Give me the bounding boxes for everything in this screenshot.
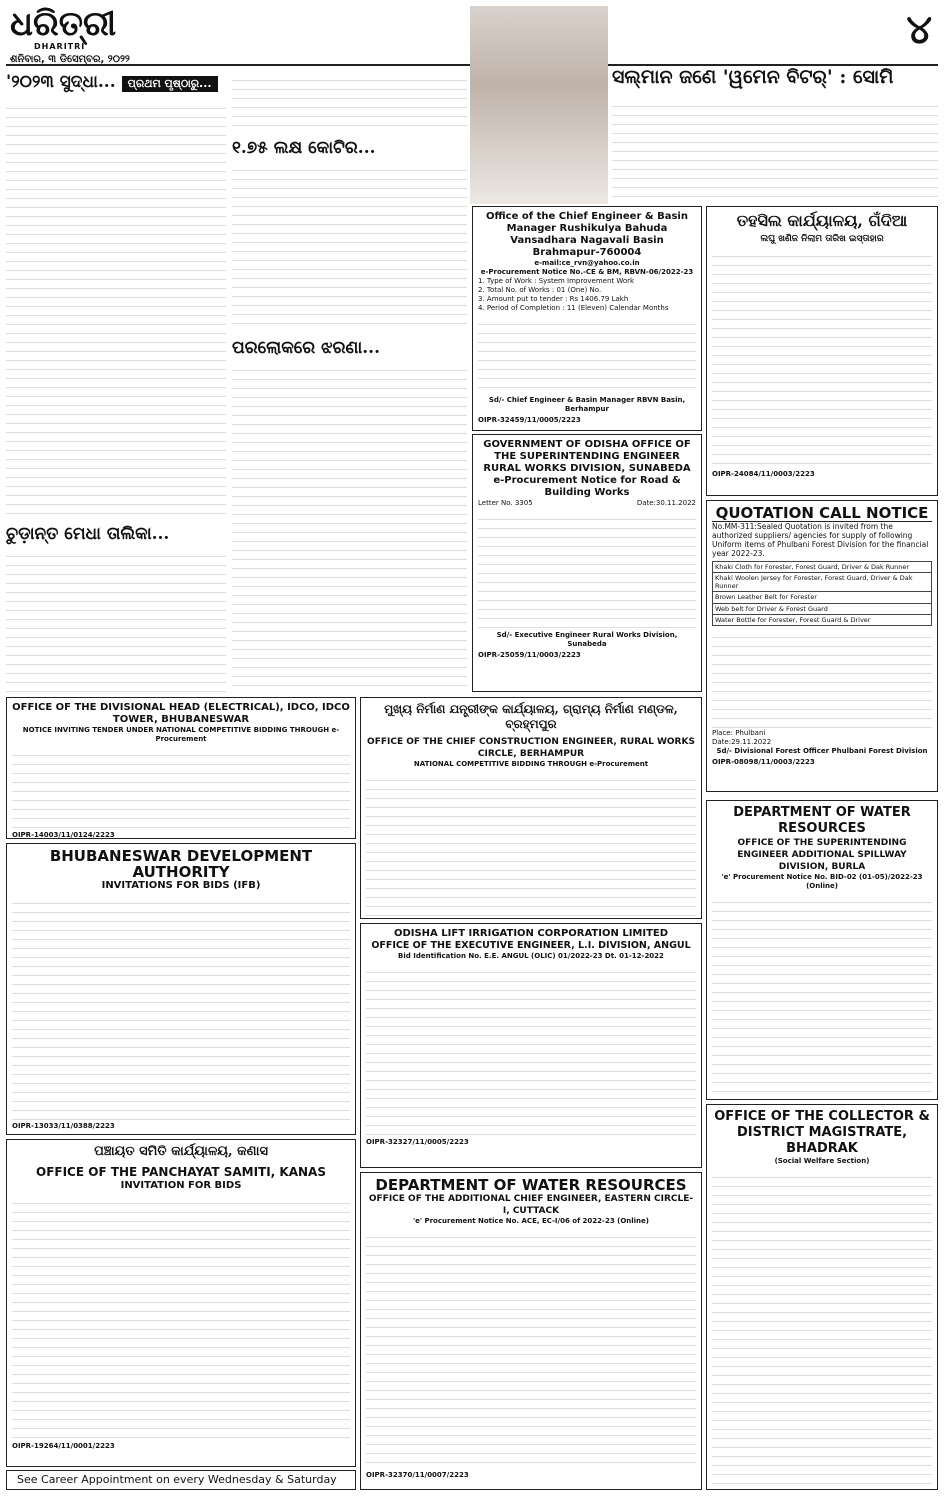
career-footer: See Career Appointment on every Wednesday & Saturday	[6, 1470, 356, 1490]
article-text	[232, 162, 467, 332]
ad-collector	[706, 1104, 938, 1490]
ad-title: OFFICE OF THE COLLECTOR & DISTRICT MAGISTRATE, BHADRAK	[714, 1109, 930, 1156]
ad-title: GOVERNMENT OF ODISHA OFFICE OF THE SUPERINTENDING ENGINEER RURAL WORKS DIVISION, SUNABEDA	[483, 439, 691, 474]
ad-quotation	[706, 500, 938, 792]
ad-notice: Bid Identification No. E.E. ANGUL (OLIC) 01/2022-23 Dt. 01-12-2022	[398, 952, 664, 960]
ad-ref: OIPR-32370/11/0007/2223	[366, 1471, 469, 1479]
item-row: Khaki Woolen Jersey for Forester, Forest Guard, Driver & Dak Runner	[713, 573, 932, 592]
page-number: ୪	[906, 6, 932, 53]
ad-title: ମୁଖ୍ୟ ନିର୍ମାଣ ଯନ୍ତ୍ରୀଙ୍କ କାର୍ଯ୍ୟାଳୟ, ଗ୍ରାମ୍ୟ ନିର୍ମାଣ ମଣ୍ଡଳ, ବ୍ରହ୍ମପୁର	[384, 702, 678, 731]
ad-ref: OIPR-25059/11/0003/2223	[478, 651, 581, 659]
ad-text	[712, 629, 932, 729]
ad-place: Place: Phulbani	[712, 728, 766, 737]
ad-rushikulya	[472, 206, 702, 431]
logo-subtitle: DHARITRI	[34, 42, 86, 51]
ad-notice: 'e' Procurement Notice No. BID-02 (01-05)/2022-23 (Online)	[721, 873, 923, 890]
lead-headline: '୨୦୨୩ ସୁଦ୍ଧା...	[6, 72, 116, 92]
ad-table	[478, 316, 696, 396]
article-text	[6, 100, 226, 520]
ad-table	[12, 1195, 350, 1440]
ad-row: 4. Period of Completion : 11 (Eleven) Calendar Months	[478, 304, 669, 312]
ad-title: ODISHA LIFT IRRIGATION CORPORATION LIMITED	[393, 928, 669, 939]
ad-notice: e-Procurement Notice for Road & Building Works	[493, 475, 681, 498]
ad-ref: OIPR-13033/11/0388/2223	[12, 1122, 115, 1130]
ad-row: 2. Total No. of Works : 01 (One) No.	[478, 286, 602, 294]
ad-notice: NOTICE INVITING TENDER UNDER NATIONAL COMPETITIVE BIDDING THROUGH e-Procurement	[22, 726, 340, 743]
ad-row: 3. Amount put to tender : Rs 1406.79 Lakh	[478, 295, 629, 303]
ad-subtitle: ଲଘୁ ଖଣିଜ ନିଲାମ ତାରିଖ ଇସ୍ତାହାର	[760, 234, 884, 244]
article-text	[232, 72, 467, 132]
ad-ref: OIPR-19264/11/0001/2223	[12, 1442, 115, 1451]
feature-text	[612, 98, 938, 202]
ad-sign: Sd/- Divisional Forest Officer Phulbani Forest Division	[716, 746, 928, 755]
item-row: Khaki Cloth for Forester, Forest Guard, Driver & Dak Runner	[713, 562, 932, 573]
ad-notice: 'e' Procurement Notice No. ACE, EC-I/06 of 2022-23 (Online)	[413, 1217, 649, 1225]
ad-date: Date:30.11.2022	[636, 499, 696, 507]
date-line: ଶନିବାର, ୩ ଡିସେମ୍ବର, ୨୦୨୨	[10, 54, 130, 65]
ad-text	[712, 248, 932, 468]
ad-title: DEPARTMENT OF WATER RESOURCES	[375, 1176, 687, 1194]
ad-email: e-mail:ce_rvn@yahoo.co.in	[534, 259, 640, 267]
ad-idco	[6, 697, 356, 839]
ad-chief-engineer-rw	[360, 697, 702, 919]
feature-photo	[470, 6, 608, 204]
ad-text	[712, 1169, 932, 1489]
ad-body: No.MM-311:Sealed Quotation is invited from the authorized suppliers/ agencies for supply of following Uniform items of Phulbani Forest Division for the financial year 2022-23.	[712, 522, 929, 558]
ad-subtitle: (Social Welfare Section)	[774, 1157, 870, 1165]
item-row: Brown Leather Belt for Forester	[713, 592, 932, 603]
ad-lift-irrigation	[360, 923, 702, 1168]
subhead-lakh-crore: ୧.୭୫ ଲକ୍ଷ କୋଟିର...	[232, 138, 376, 158]
ad-ref: OIPR-32459/11/0005/2223	[478, 416, 581, 424]
ad-subtitle: OFFICE OF THE SUPERINTENDING ENGINEER ADDITIONAL SPILLWAY DIVISION, BURLA	[737, 838, 907, 872]
ad-row: 1. Type of Work : System Improvement Work	[478, 277, 635, 285]
lead-tag: ପ୍ରଥମ ପୃଷ୍ଠାରୁ...	[122, 76, 218, 92]
ad-water-cuttack	[360, 1172, 702, 1490]
ad-ref: OIPR-24084/11/0003/2223	[712, 470, 815, 478]
ad-subtitle: OFFICE OF THE EXECUTIVE ENGINEER, L.I. DIVISION, ANGUL	[371, 940, 691, 951]
ad-title: DEPARTMENT OF WATER RESOURCES	[733, 805, 911, 836]
item-row: Water Bottle for Forester, Forest Guard & Driver	[713, 614, 932, 625]
lead-story	[6, 72, 226, 692]
ad-tahasil	[706, 206, 938, 496]
ad-table	[712, 894, 932, 1100]
ad-table	[12, 747, 350, 829]
ad-text	[366, 964, 696, 1136]
ad-table	[366, 1229, 696, 1469]
ad-sign: Sd/- Chief Engineer & Basin Manager RBVN Basin, Berhampur	[488, 396, 686, 413]
feature-headline-box	[612, 66, 938, 96]
ad-title: ପଞ୍ଚାୟତ ସମିତି କାର୍ଯ୍ୟାଳୟ, କଣାସ	[94, 1144, 268, 1159]
middle-story	[232, 72, 467, 692]
ad-subtitle: OFFICE OF THE PANCHAYAT SAMITI, KANAS	[36, 1165, 326, 1180]
ad-letter: Letter No. 3305	[478, 499, 533, 507]
logo: ଧରିତ୍ରୀ	[10, 4, 117, 44]
ad-title: OFFICE OF THE DIVISIONAL HEAD (ELECTRICAL), IDCO, IDCO TOWER, BHUBANESWAR	[12, 702, 350, 725]
ad-ref: OIPR-14003/11/0124/2223	[12, 831, 115, 839]
ad-title: ତହସିଲ କାର୍ଯ୍ୟାଳୟ, ଗଁଦିଆ	[736, 211, 908, 230]
ad-date: Date:29.11.2022	[712, 737, 772, 746]
ad-text	[12, 895, 350, 1120]
ad-subtitle: OFFICE OF THE CHIEF CONSTRUCTION ENGINEER, RURAL WORKS CIRCLE, BERHAMPUR	[367, 737, 695, 759]
subhead-merit-list: ଚୁଡ଼ାନ୍ତ ମେଧା ତାଲିକା...	[6, 524, 170, 544]
ad-title: Office of the Chief Engineer & Basin Manager Rushikulya Bahuda Vansadhara Nagavali Basin Brahmapur-760004	[486, 211, 688, 258]
ad-rwd-sunabeda	[472, 434, 702, 692]
item-row: Web belt for Driver & Forest Guard	[713, 603, 932, 614]
ad-title: BHUBANESWAR DEVELOPMENT AUTHORITY	[49, 847, 313, 881]
ad-bda	[6, 843, 356, 1135]
ad-notice: NATIONAL COMPETITIVE BIDDING THROUGH e-Procurement	[413, 760, 649, 768]
ad-ref: OIPR-08098/11/0003/2223	[712, 757, 815, 766]
ad-notice: INVITATION FOR BIDS	[120, 1180, 242, 1192]
ad-notice: INVITATIONS FOR BIDS (IFB)	[101, 880, 261, 891]
subhead-obituary: ପରଲୋକରେ ଝରଣା...	[232, 338, 381, 358]
items-table	[712, 561, 932, 626]
ad-subtitle: OFFICE OF THE ADDITIONAL CHIEF ENGINEER, EASTERN CIRCLE-I, CUTTACK	[368, 1194, 694, 1216]
ad-notice: e-Procurement Notice No.-CE & BM, RBVN-06/2022-23	[480, 268, 694, 276]
ad-sign: Sd/- Executive Engineer Rural Works Division, Sunabeda	[496, 631, 678, 648]
ad-ref: OIPR-32327/11/0005/2223	[366, 1138, 469, 1146]
article-text	[6, 548, 226, 692]
article-text	[232, 362, 467, 692]
ad-water-burla	[706, 800, 938, 1100]
ad-panchayat	[6, 1139, 356, 1467]
feature-headline: ସଲ୍‌ମାନ ଜଣେ 'ୱମେନ ବିଟର୍' : ସୋମି	[612, 66, 894, 88]
ad-title: QUOTATION CALL NOTICE	[712, 505, 932, 522]
ad-table	[366, 772, 696, 919]
ad-table	[478, 511, 696, 631]
